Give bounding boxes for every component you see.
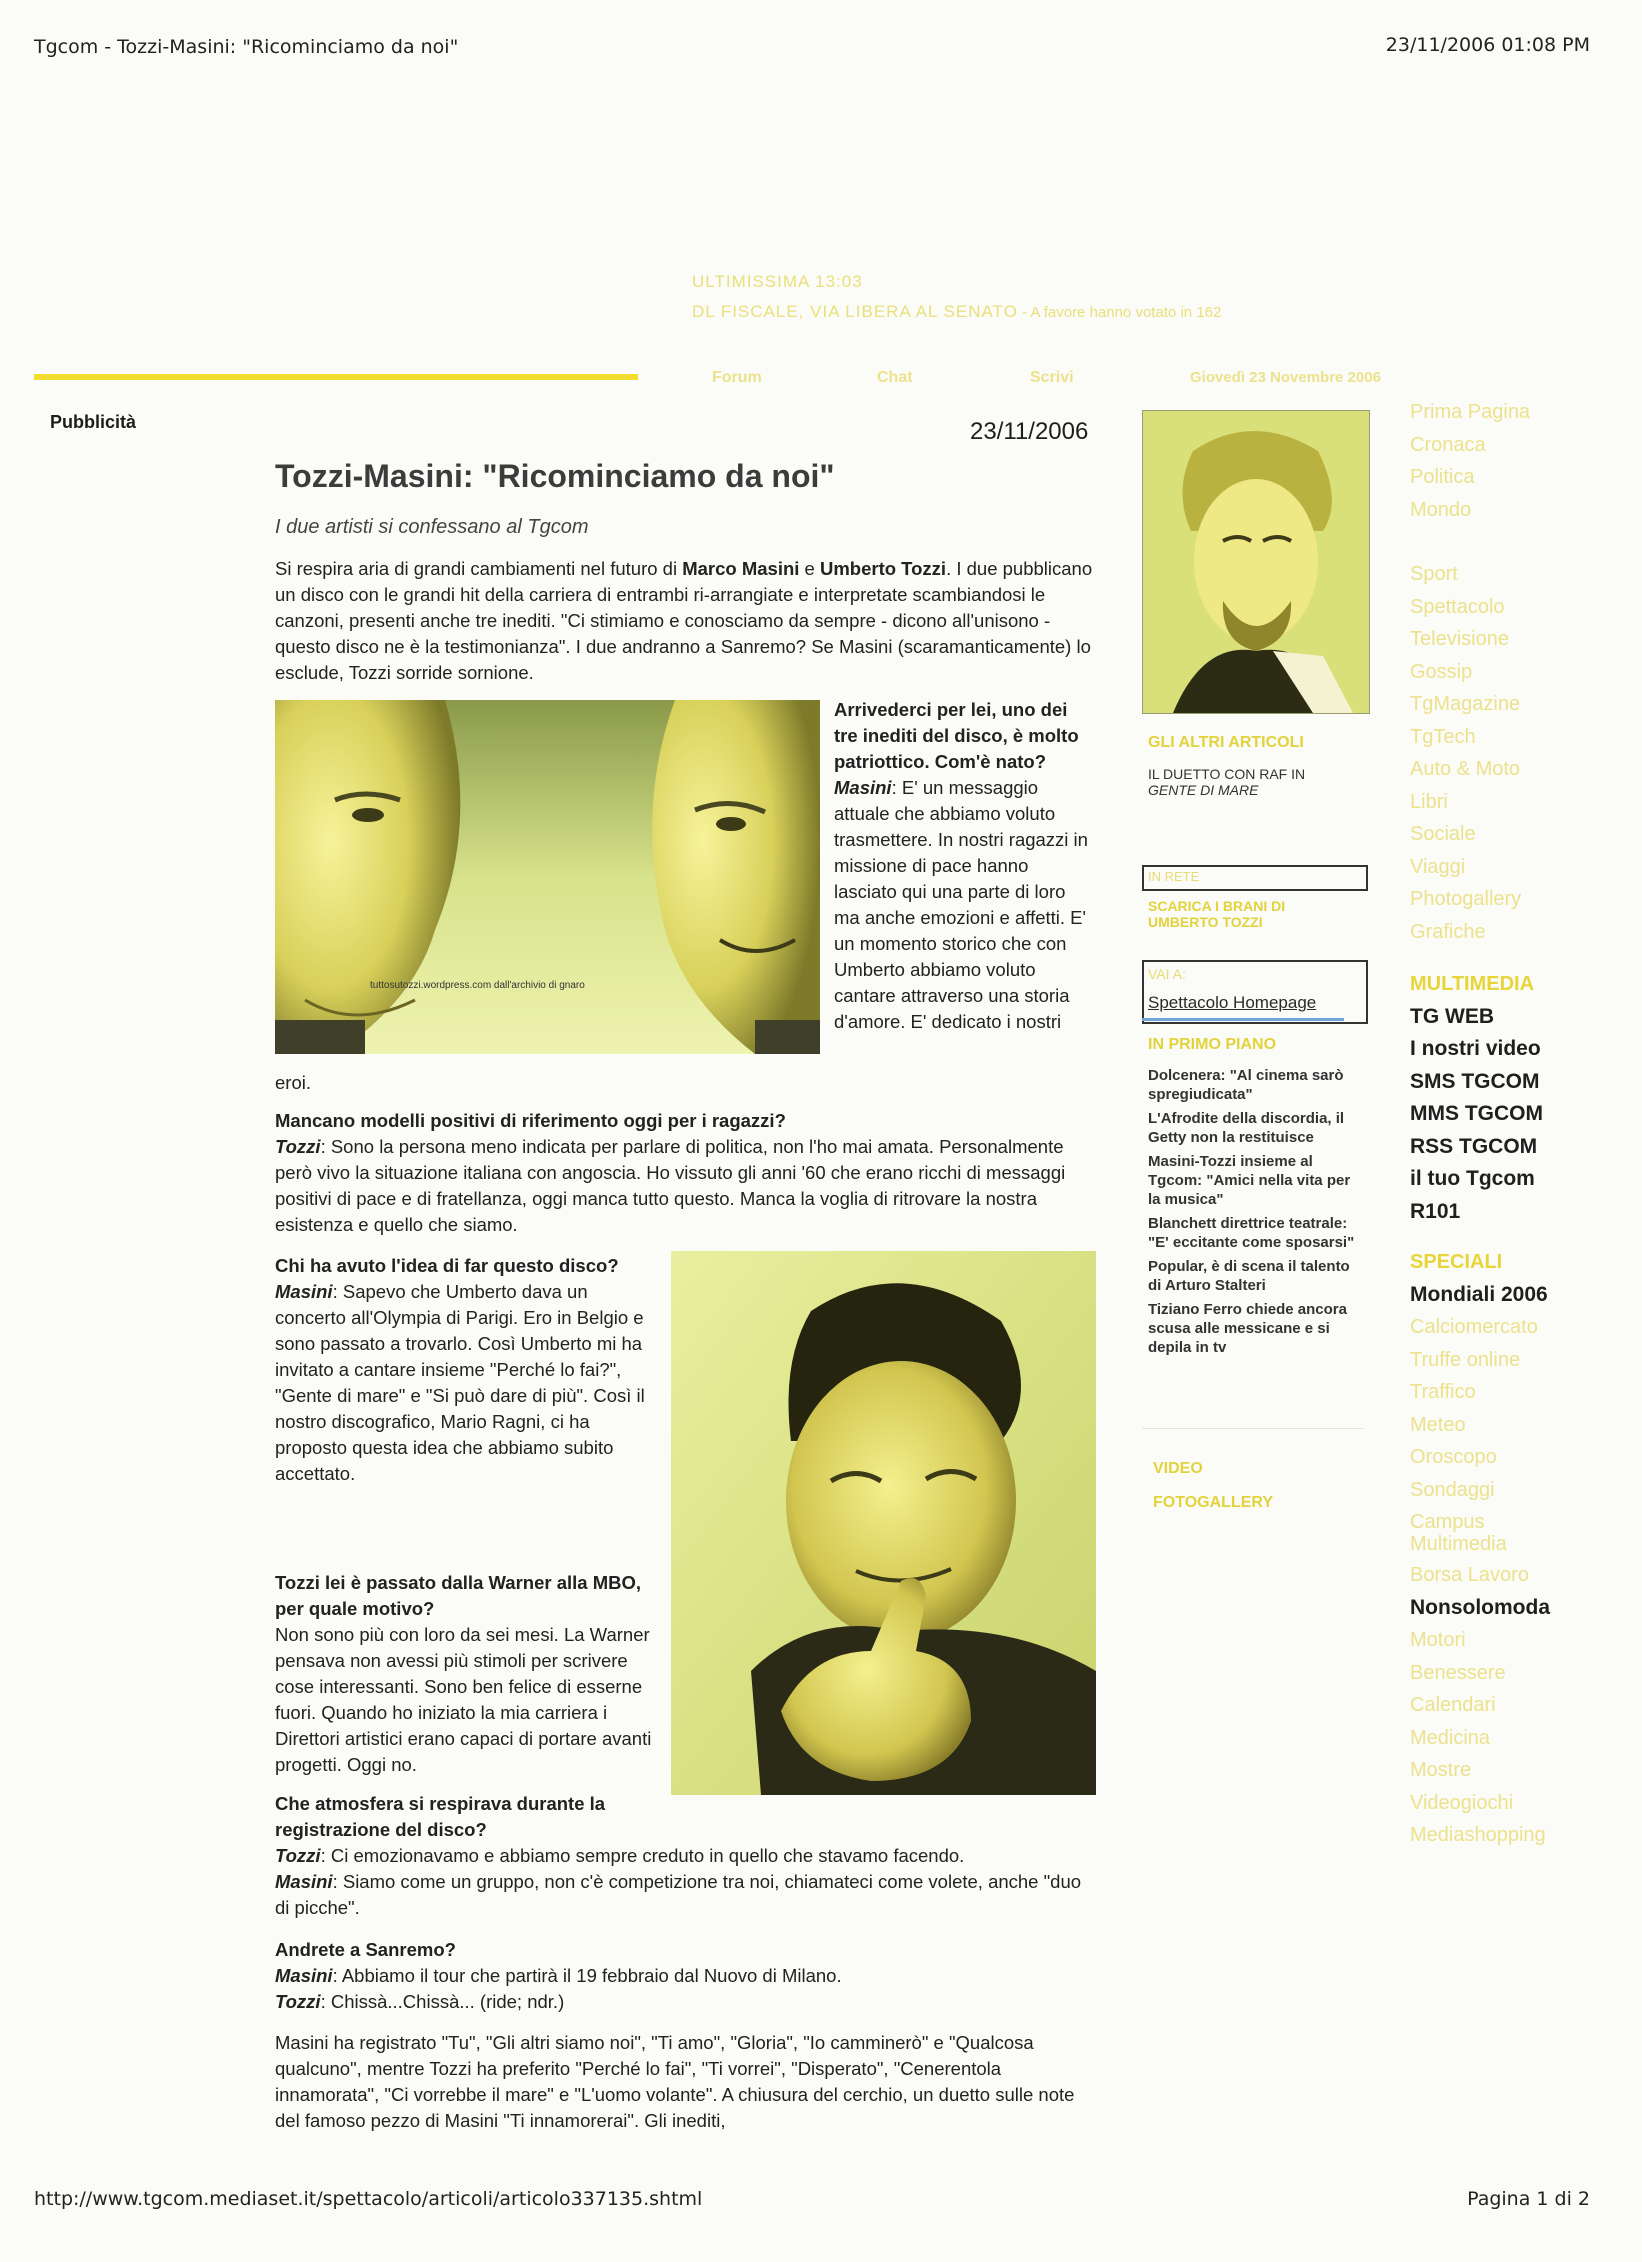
article-intro: Si respira aria di grandi cambiamenti nel futuro di Marco Masini e Umberto Tozzi. I due pubblicano un disco con le grandi hit della carriera di entrambi ri-arrangiate e interpretate scambiandosi le canzoni, presenti anche tre inediti. "Ci stimiamo e conosciamo da sempre - dicono all'unisono - questo disco ne è la testimonianza". I due andranno a Sanremo? Se Masini (scaramanticamente) lo esclude, Tozzi sorride sornione.	[275, 558, 1093, 683]
right-nav-item[interactable]: Televisione	[1410, 628, 1509, 650]
qa4-question: Tozzi lei è passato dalla Warner alla MBO, per quale motivo?	[275, 1572, 641, 1619]
print-header-datetime: 23/11/2006 01:08 PM	[1385, 34, 1590, 56]
qa6-answer1: : Abbiamo il tour che partirà il 19 febbraio dal Nuovo di Milano.	[332, 1965, 842, 1986]
article-subtitle: I due artisti si confessano al Tgcom	[275, 516, 589, 538]
right-nav-item[interactable]: Grafiche	[1410, 920, 1486, 943]
vai-link-underline	[1142, 1018, 1344, 1021]
altri-articoli-item[interactable]: IL DUETTO CON RAF IN GENTE DI MARE	[1148, 766, 1306, 798]
qa3-answer: : Sapevo che Umberto dava un concerto all'Olympia di Parigi. Ero in Belgio e sono passato a trovarlo. Così Umberto mi ha invitato a cantare insieme "Perché lo fai?", "Gente di mare" e "Si può dare di più". Così il nostro discografico, Mario Ragni, ci ha proposto questa idea che abbiamo subito accettato.	[275, 1281, 645, 1484]
qa5	[275, 1791, 1097, 1921]
qa1-tail: eroi.	[275, 1072, 311, 1093]
speciali-item[interactable]: Motori	[1410, 1629, 1466, 1651]
article-closing: Masini ha registrato "Tu", "Gli altri siamo noi", "Ti amo", "Gloria", "Io camminerò" e "Qualcosa qualcuno", mentre Tozzi ha preferito "Perché lo fai", "Ti vorrei", "Disperato", "Cenerentola innamorata", "Ci vorrebbe il mare" e "L'uomo volante". A chiusura del cerchio, un duetto sulle note del famoso pezzo di Masini "Ti innamorerai". Gli inediti,	[275, 2032, 1075, 2131]
video-link[interactable]: VIDEO	[1153, 1460, 1203, 1477]
right-nav-item[interactable]: Auto & Moto	[1410, 758, 1521, 780]
right-nav-item[interactable]: Photogallery	[1410, 888, 1522, 910]
qa6-answer2: : Chissà...Chissà... (ride; ndr.)	[320, 1991, 565, 2012]
speciali-item[interactable]: Sondaggi	[1410, 1478, 1495, 1501]
altri-articoli-label: GLI ALTRI ARTICOLI	[1148, 734, 1304, 751]
name-tozzi: Umberto Tozzi	[819, 558, 947, 579]
print-footer-page: Pagina 1 di 2	[1467, 2188, 1590, 2210]
qa6-speaker1: Masini	[275, 1965, 333, 1986]
multimedia-item[interactable]: il tuo Tgcom	[1410, 1167, 1535, 1190]
ads-label: Pubblicità	[50, 412, 137, 432]
qa3-question: Chi ha avuto l'idea di far questo disco?	[275, 1255, 619, 1276]
right-nav-item[interactable]: TgTech	[1410, 725, 1476, 748]
ticker-label: ULTIMISSIMA 13:03	[692, 272, 863, 291]
right-nav-main	[1410, 396, 1530, 526]
right-nav-multimedia	[1410, 968, 1543, 1228]
in-rete-label: IN RETE	[1148, 869, 1200, 884]
fotogallery-link[interactable]: FOTOGALLERY	[1153, 1494, 1273, 1511]
qa6-speaker2: Tozzi	[275, 1991, 321, 2012]
qa6	[275, 1937, 1097, 2015]
speciali-item[interactable]: Calciomercato	[1410, 1316, 1538, 1338]
right-nav-speciali	[1410, 1246, 1580, 1852]
speciali-item[interactable]: Videogiochi	[1410, 1791, 1514, 1814]
primo-piano-item[interactable]: Blanchett direttrice teatrale: "E' eccitante come sposarsi"	[1148, 1215, 1355, 1251]
speciali-item[interactable]: Medicina	[1410, 1726, 1491, 1749]
duo-photo-art	[275, 700, 820, 1054]
right-nav-item[interactable]: Spettacolo	[1410, 595, 1505, 618]
qa5-answer2: : Siamo come un gruppo, non c'è competizione tra noi, chiamateci come volete, anche "duo di picche".	[275, 1871, 1082, 1918]
qa3-speaker: Masini	[275, 1281, 333, 1302]
qa2-question: Mancano modelli positivi di riferimento oggi per i ragazzi?	[275, 1110, 786, 1131]
vai-box	[1142, 960, 1368, 1024]
nav-date: Giovedì 23 Novembre 2006	[1190, 369, 1381, 386]
right-nav-item[interactable]: Mondo	[1410, 498, 1472, 521]
speciali-item[interactable]: Traffico	[1410, 1381, 1476, 1403]
qa1-question: Arrivederci per lei, uno dei tre inediti del disco, è molto patriottico. Com'è nato?	[834, 699, 1079, 772]
vai-link[interactable]: Spettacolo Homepage	[1148, 993, 1317, 1012]
ticker-detail: - A favore hanno votato in 162	[1017, 304, 1222, 321]
photo-watermark: tuttosutozzi.wordpress.com dall'archivio di gnaro	[370, 980, 585, 991]
tozzi-photo-art	[1143, 411, 1369, 713]
right-nav-item[interactable]: Politica	[1410, 466, 1475, 488]
multimedia-item[interactable]: I nostri video	[1410, 1037, 1541, 1060]
ticker-headline[interactable]: DL FISCALE, VIA LIBERA AL SENATO	[692, 302, 1018, 321]
in-rete-link[interactable]: SCARICA I BRANI DI UMBERTO TOZZI	[1148, 898, 1286, 930]
qa5-speaker1: Tozzi	[275, 1845, 321, 1866]
qa5-speaker2: Masini	[275, 1871, 333, 1892]
speciali-item[interactable]: Mondiali 2006	[1410, 1282, 1548, 1306]
vai-label: VAI A:	[1148, 966, 1186, 982]
primo-piano-item[interactable]: Popular, è di scena il talento di Arturo Stalteri	[1148, 1258, 1350, 1294]
masini-photo	[671, 1251, 1096, 1795]
speciali-label: SPECIALI	[1410, 1251, 1503, 1273]
multimedia-item[interactable]: MMS TGCOM	[1410, 1102, 1543, 1125]
right-nav-item[interactable]: Viaggi	[1410, 855, 1466, 878]
right-nav-item[interactable]: Sociale	[1410, 823, 1476, 845]
speciali-item[interactable]: Mostre	[1410, 1759, 1472, 1781]
speciali-item[interactable]: Borsa Lavoro	[1410, 1564, 1529, 1586]
qa1-speaker: Masini	[834, 777, 892, 798]
qa2-answer: : Sono la persona meno indicata per parlare di politica, non l'ho mai amata. Personalmente però vivo la situazione italiana con angoscia. Ho vissuto gli anni '60 che erano ricchi di messaggi positivi di pace e di fratellanza, oggi manca tutto questo. Manca la voglia di ritrovare la nostra esistenza e quello che siamo.	[275, 1136, 1066, 1235]
qa4	[275, 1570, 657, 1778]
right-nav-item[interactable]: Libri	[1410, 790, 1448, 813]
speciali-item[interactable]: Campus Multimedia	[1410, 1511, 1507, 1555]
qa2	[275, 1108, 1097, 1238]
in-rete-box	[1142, 865, 1368, 891]
multimedia-item[interactable]: TG WEB	[1410, 1004, 1494, 1028]
speciali-item[interactable]: Truffe online	[1410, 1348, 1521, 1371]
qa1-answer: : E' un messaggio attuale che abbiamo voluto trasmettere. In nostri ragazzi in missione di pace hanno lasciato qui una parte di loro ma anche emozioni e affetti. E' un momento storico che con Umberto abbiamo voluto cantare attraverso una storia d'amore. E' dedicato i nostri	[834, 777, 1088, 1032]
speciali-item[interactable]: Mediashopping	[1410, 1824, 1546, 1846]
qa2-speaker: Tozzi	[275, 1136, 321, 1157]
article-title: Tozzi-Masini: "Ricominciamo da noi"	[275, 458, 835, 494]
speciali-item[interactable]: Meteo	[1410, 1413, 1466, 1436]
primo-piano-item[interactable]: Masini-Tozzi insieme al Tgcom: "Amici nella vita per la musica"	[1148, 1153, 1351, 1208]
primo-piano-item[interactable]: Tiziano Ferro chiede ancora scusa alle messicane e si depila in tv	[1148, 1301, 1347, 1356]
right-nav-item[interactable]: Gossip	[1410, 660, 1473, 683]
print-header-title: Tgcom - Tozzi-Masini: "Ricominciamo da noi"	[34, 36, 459, 58]
name-masini: Marco Masini	[682, 558, 800, 579]
print-footer-url: http://www.tgcom.mediaset.it/spettacolo/articoli/articolo337135.shtml	[34, 2188, 703, 2210]
qa3	[275, 1253, 657, 1487]
header-rule	[34, 374, 638, 380]
qa4-answer: Non sono più con loro da sei mesi. La Warner pensava non avessi più stimoli per scrivere cose interessanti. Sono ben felice di esserne fuori. Quando ho iniziato la mia carriera i Direttori artistici erano capaci di portare avanti progetti. Oggi no.	[275, 1624, 652, 1775]
multimedia-item[interactable]: SMS TGCOM	[1410, 1069, 1540, 1093]
multimedia-item[interactable]: RSS TGCOM	[1410, 1134, 1538, 1158]
primo-piano-item[interactable]: L'Afrodite della discordia, il Getty non la restituisce	[1148, 1110, 1345, 1146]
tozzi-photo	[1142, 410, 1370, 714]
sidebar-divider	[1142, 1428, 1364, 1429]
nav-forum[interactable]: Forum	[712, 369, 762, 386]
qa5-answer1: : Ci emozionavamo e abbiamo sempre creduto in quello che stavamo facendo.	[320, 1845, 965, 1866]
nav-chat[interactable]: Chat	[877, 369, 913, 386]
speciali-item[interactable]: Oroscopo	[1410, 1446, 1497, 1468]
primo-piano-label: IN PRIMO PIANO	[1148, 1036, 1277, 1053]
article-date: 23/11/2006	[970, 418, 1089, 445]
right-nav-item[interactable]: Cronaca	[1410, 433, 1486, 456]
ticker-line[interactable]	[692, 302, 1221, 322]
nav-scrivi[interactable]: Scrivi	[1030, 369, 1074, 386]
speciali-item[interactable]: Benessere	[1410, 1661, 1506, 1684]
multimedia-item[interactable]: R101	[1410, 1199, 1461, 1223]
qa6-question: Andrete a Sanremo?	[275, 1939, 456, 1960]
primo-piano-list	[1148, 1066, 1360, 1362]
qa1	[834, 697, 1096, 1035]
right-nav-sections	[1410, 558, 1521, 948]
right-nav-item[interactable]: TgMagazine	[1410, 693, 1521, 715]
right-nav-item[interactable]: Sport	[1410, 563, 1458, 585]
primo-piano-item[interactable]: Dolcenera: "Al cinema sarò spregiudicata"	[1148, 1067, 1344, 1103]
speciali-item[interactable]: Calendari	[1410, 1694, 1496, 1716]
right-nav-item[interactable]: Prima Pagina	[1410, 401, 1531, 423]
masini-photo-art	[671, 1251, 1096, 1795]
qa5-question: Che atmosfera si respirava durante la registrazione del disco?	[275, 1793, 606, 1840]
multimedia-label: MULTIMEDIA	[1410, 973, 1535, 995]
duo-photo	[275, 700, 820, 1054]
speciali-item[interactable]: Nonsolomoda	[1410, 1595, 1550, 1619]
